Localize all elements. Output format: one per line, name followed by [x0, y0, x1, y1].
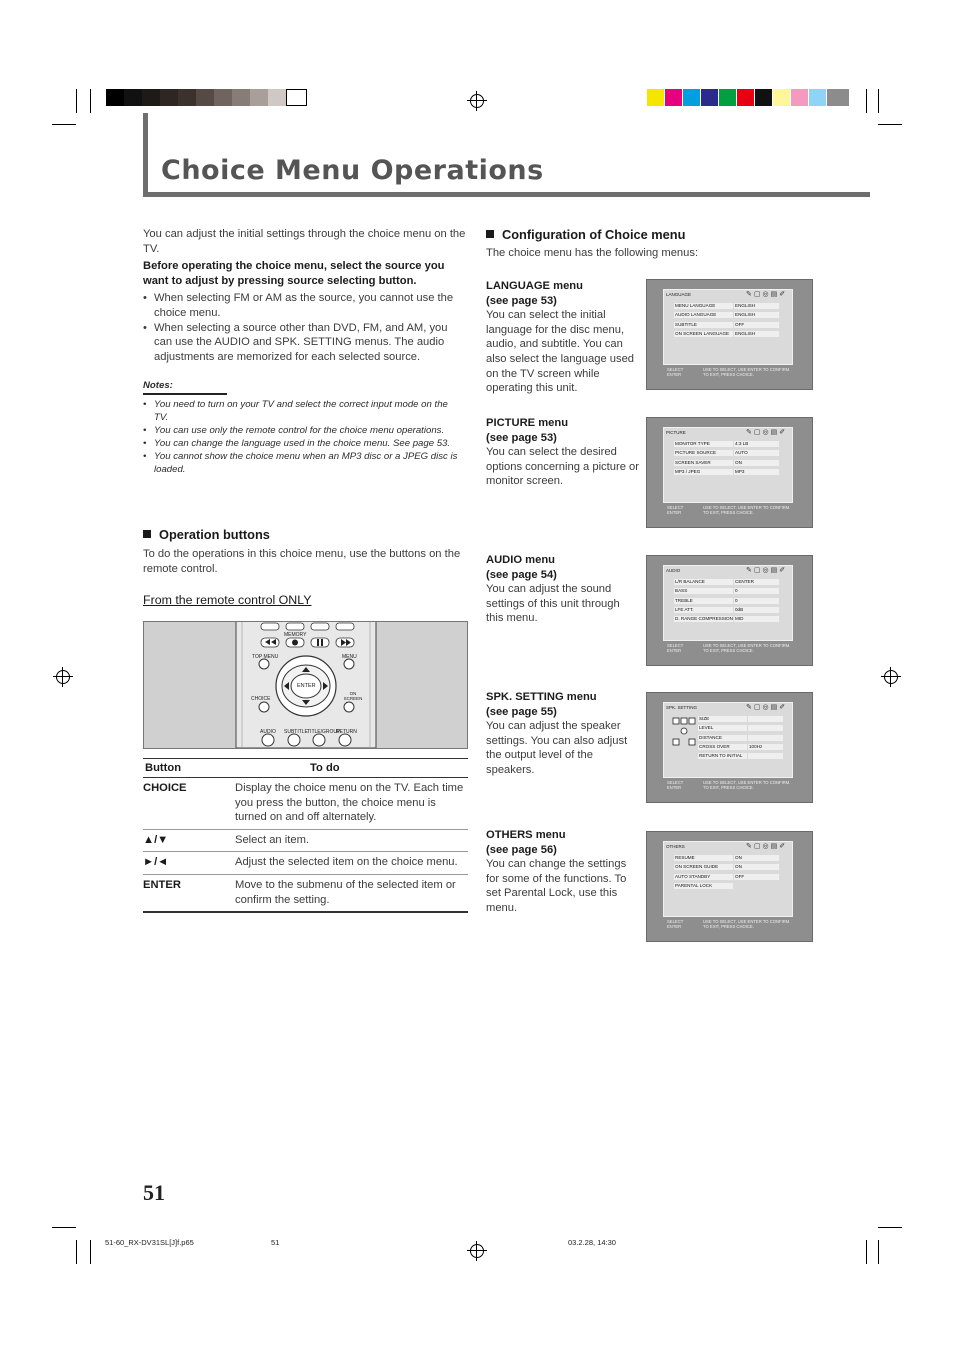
- list-item: • You cannot show the choice menu when an MP3 disc or a JPEG disc is loaded.: [143, 450, 461, 476]
- menu-title: PICTURE menu: [486, 417, 569, 429]
- osd-row: PICTURE SOURCE AUTO: [674, 449, 786, 458]
- list-item: • You need to turn on your TV and select the correct input mode on the TV.: [143, 398, 461, 424]
- operation-buttons-table: [143, 758, 468, 913]
- operation-buttons-text: To do the operations in this choice menu, use the buttons on the remote control.: [143, 548, 461, 575]
- menu-description: You can change the settings for some of the functions. To set Parental Lock, use this menu.: [486, 858, 627, 914]
- menu-page-ref: (see page 56): [486, 843, 557, 856]
- menu-page-ref: (see page 53): [486, 431, 557, 444]
- osd-row: MP3 / JPEG MP3: [674, 468, 786, 477]
- menu-description: You can adjust the speaker settings. You can also adjust the output level of the speakers.: [486, 720, 628, 776]
- list-item: • When selecting a source other than DVD, FM, and AM, you can use the AUDIO and SPK. SETTING menus. The audio adjustments are memorized for each selected source.: [143, 321, 468, 365]
- intro: [143, 227, 468, 364]
- crop-mark: [90, 1240, 91, 1264]
- others-menu-screenshot: OTHERS ✎▢◎▤✐ RESUME ON ON SCREEN GUIDE ON AUTO STANDBY OFF PARENTAL LOCK SELECT ENTER USE TO SELECT, USE ENTER TO CONFIRM. TO EXIT, PRESS CHOICE.: [646, 831, 813, 942]
- registration-mark-icon: [470, 1244, 484, 1258]
- osd-row: SCREEN SAVER ON: [674, 459, 786, 468]
- menu-page-ref: (see page 54): [486, 568, 557, 581]
- osd-row: BASS 0: [674, 587, 786, 596]
- list-item: • When selecting FM or AM as the source, you cannot use the choice menu.: [143, 291, 468, 320]
- table-cell: CHOICE: [143, 778, 235, 830]
- osd-row: AUDIO LANGUAGE ENGLISH: [674, 311, 786, 320]
- crop-mark: [878, 1227, 902, 1228]
- table-cell: Display the choice menu on the TV. Each time you press the button, the choice menu is turned on and off alternately.: [235, 778, 468, 830]
- table-row: [143, 852, 468, 875]
- choice-button[interactable]: CHOICE: [251, 696, 271, 702]
- remote-label-memory: MEMORY: [284, 632, 307, 638]
- osd-row: SUBTITLE OFF: [674, 321, 786, 330]
- operation-buttons-heading: Operation buttons: [143, 527, 270, 542]
- audio-menu-section: [486, 553, 640, 626]
- osd-row: LFE ATT. 0dB: [674, 606, 786, 615]
- osd-menu-icons: ✎▢◎▤✐: [746, 291, 788, 298]
- crop-mark: [90, 89, 91, 113]
- speaker-layout-icon: [672, 717, 696, 747]
- footer-page: 51: [271, 1238, 280, 1247]
- table-cell: Move to the submenu of the selected item or confirm the setting.: [235, 874, 468, 912]
- remote-label-on-screen: ON SCREEN: [343, 691, 363, 701]
- crop-mark: [878, 124, 902, 125]
- osd-row: SIZE: [698, 715, 788, 724]
- list-item: • You can change the language used in the choice menu. See page 53.: [143, 437, 461, 450]
- footer-date: 03.2.28, 14:30: [568, 1238, 616, 1247]
- menu-title: OTHERS menu: [486, 829, 566, 841]
- table-cell: ▲/▼: [143, 829, 235, 852]
- audio-menu-screenshot: AUDIO ✎▢◎▤✐ L/R BALANCE CENTER BASS 0 TREBLE 0 LFE ATT. 0dB D. RANGE COMPRESSION MID SELECT ENTER USE TO SELECT, USE ENTER TO CONFIRM. TO EXIT, PRESS CHOICE.: [646, 555, 813, 666]
- footer-filename: 51-60_RX-DV31SL[J]f.p65: [105, 1238, 194, 1247]
- crop-mark: [76, 1240, 77, 1264]
- configuration-heading: Configuration of Choice menu: [486, 227, 685, 242]
- osd-menu-icons: ✎▢◎▤✐: [746, 567, 788, 574]
- table-cell: ►/◄: [143, 852, 235, 875]
- square-bullet-icon: [143, 530, 151, 538]
- remote-label-subtitle: SUBTITLE: [284, 729, 308, 735]
- crop-mark: [52, 1227, 76, 1228]
- menu-page-ref: (see page 55): [486, 705, 557, 718]
- column-header: To do: [235, 759, 468, 778]
- registration-mark-icon: [884, 670, 898, 684]
- others-menu-section: [486, 828, 640, 916]
- title-bar-horizontal: [143, 192, 870, 197]
- menu-description: You can select the desired options concerning a picture or monitor screen.: [486, 446, 639, 488]
- remote-label-top-menu: TOP MENU: [252, 654, 279, 660]
- notes-heading: Notes:: [143, 379, 227, 395]
- remote-label-menu: MENU: [342, 654, 357, 660]
- osd-row: TREBLE 0: [674, 597, 786, 606]
- column-header: Button: [143, 759, 235, 778]
- table-cell: Select an item.: [235, 829, 468, 852]
- table-cell: Adjust the selected item on the choice menu.: [235, 852, 468, 875]
- osd-menu-icons: ✎▢◎▤✐: [746, 704, 788, 711]
- remote-only-label: From the remote control ONLY: [143, 593, 312, 607]
- menu-description: You can adjust the sound settings of this unit through this menu.: [486, 583, 620, 625]
- osd-row: CROSS OVER 100Hz: [698, 743, 788, 752]
- table-header: [143, 759, 468, 778]
- menu-description: You can select the initial language for the disc menu, audio, and subtitle. You can also select the language used on the TV screen while operating this unit.: [486, 309, 635, 395]
- osd-row: MENU LANGUAGE ENGLISH: [674, 302, 786, 311]
- osd-tab: AUDIO: [666, 568, 681, 573]
- osd-menu-icons: ✎▢◎▤✐: [746, 429, 788, 436]
- intro-bold-text: Before operating the choice menu, select the source you want to adjust by pressing source selecting button.: [143, 260, 445, 287]
- table-row: [143, 874, 468, 912]
- remote-label-return: RETURN: [336, 729, 357, 735]
- language-menu-screenshot: LANGUAGE ✎▢◎▤✐ MENU LANGUAGE ENGLISH AUDIO LANGUAGE ENGLISH SUBTITLE OFF ON SCREEN LANGUAGE ENGLISH SELECT ENTER USE TO SELECT, USE ENTER TO CONFIRM. TO EXIT, PRESS CHOICE.: [646, 279, 813, 390]
- page-number: 51: [143, 1180, 165, 1205]
- menu-title: AUDIO menu: [486, 554, 555, 566]
- menu-page-ref: (see page 53): [486, 294, 557, 307]
- menu-title: LANGUAGE menu: [486, 280, 583, 292]
- osd-row: AUTO STANDBY OFF: [674, 873, 786, 882]
- osd-tab: OTHERS: [666, 844, 685, 849]
- osd-row: LEVEL: [698, 724, 788, 733]
- crop-mark: [878, 89, 879, 113]
- enter-button[interactable]: ENTER: [297, 683, 316, 689]
- osd-row: PARENTAL LOCK: [674, 882, 786, 891]
- crop-mark: [52, 124, 76, 125]
- crop-mark: [866, 89, 867, 113]
- osd-row: ON SCREEN LANGUAGE ENGLISH: [674, 330, 786, 339]
- remote-label-audio: AUDIO: [260, 729, 276, 735]
- osd-row: RESUME ON: [674, 854, 786, 863]
- square-bullet-icon: [486, 230, 494, 238]
- menu-title: SPK. SETTING menu: [486, 691, 597, 703]
- intro-bullets: [143, 291, 468, 364]
- crop-mark: [866, 1240, 867, 1264]
- spk-setting-menu-section: [486, 690, 640, 778]
- configuration-text: The choice menu has the following menus:: [486, 247, 699, 259]
- osd-tab: LANGUAGE: [666, 292, 692, 297]
- osd-tab: SPK. SETTING: [666, 705, 698, 710]
- table-row: [143, 829, 468, 852]
- title-bar-vertical: [143, 113, 148, 197]
- osd-row: L/R BALANCE CENTER: [674, 578, 786, 587]
- table-row: [143, 778, 468, 830]
- osd-row: ON SCREEN GUIDE ON: [674, 863, 786, 872]
- crop-mark: [878, 1240, 879, 1264]
- picture-menu-screenshot: PICTURE ✎▢◎▤✐ MONITOR TYPE 4:3 LB PICTURE SOURCE AUTO SCREEN SAVER ON MP3 / JPEG MP3 SELECT ENTER USE TO SELECT, USE ENTER TO CONFIRM. TO EXIT, PRESS CHOICE.: [646, 417, 813, 528]
- picture-menu-section: [486, 416, 640, 489]
- intro-text: You can adjust the initial settings through the choice menu on the TV.: [143, 228, 466, 255]
- osd-tab: PICTURE: [666, 430, 686, 435]
- language-menu-section: [486, 279, 640, 396]
- remote-illustration: [143, 621, 468, 749]
- osd-menu-icons: ✎▢◎▤✐: [746, 843, 788, 850]
- osd-row: D. RANGE COMPRESSION MID: [674, 615, 786, 624]
- spk-setting-menu-screenshot: SPK. SETTING ✎▢◎▤✐ SIZE LEVEL DISTANCE CROSS OVER 100Hz RETURN TO INITIAL SELECT ENTER USE TO SELECT, USE ENTER TO CONFIRM. TO EXIT, PRESS CHOICE.: [646, 692, 813, 803]
- osd-row: DISTANCE: [698, 734, 788, 743]
- page-title: Choice Menu Operations: [161, 155, 544, 186]
- table-cell: ENTER: [143, 874, 235, 912]
- registration-mark-icon: [56, 670, 70, 684]
- remote-label-title-group: TITLE/GROUP: [307, 729, 341, 735]
- list-item: • You can use only the remote control for the choice menu operations.: [143, 424, 461, 437]
- registration-mark-icon: [470, 94, 484, 108]
- osd-row: RETURN TO INITIAL: [698, 752, 788, 761]
- osd-row: MONITOR TYPE 4:3 LB: [674, 440, 786, 449]
- crop-mark: [76, 89, 77, 113]
- notes-list: [143, 398, 461, 476]
